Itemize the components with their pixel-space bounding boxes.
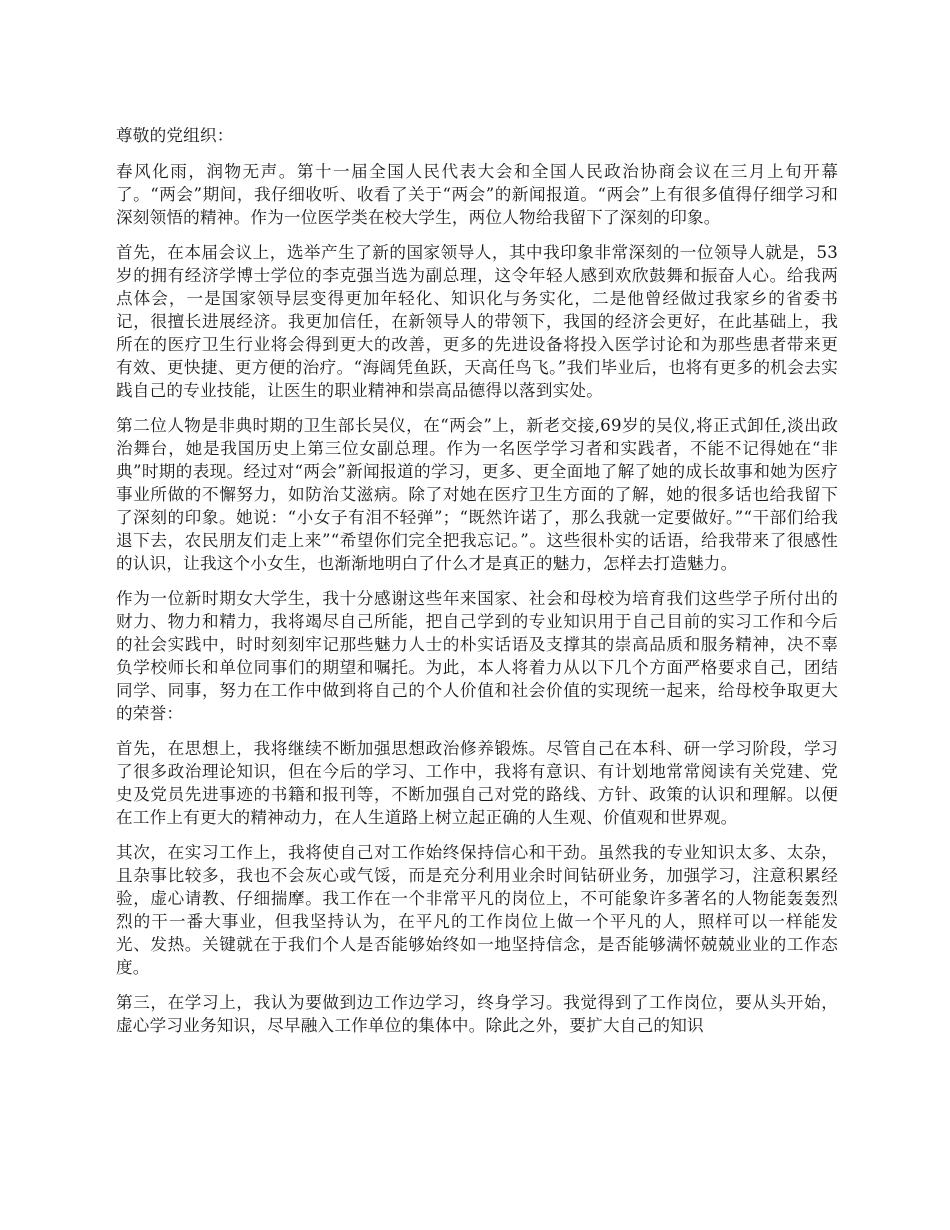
paragraph-work: 其次，在实习工作上，我将使自己对工作始终保持信心和干劲。虽然我的专业知识太多、太杂，且杂事比较多，我也不会灰心或气馁，而是充分利用业余时间钻研业务，加强学习，注意积累经验，虚心请教、仔细揣摩。我工作在一个非常平凡的岗位上，不可能象许多著名的人物能轰轰烈烈的干一番大事业，但我坚持认为，在平凡的工作岗位上做一个平凡的人，照样可以一样能发光、发热。关键就在于我们个人是否能够始终如一地坚持信念，是否能够满怀兢兢业业的工作态度。: [116, 843, 838, 977]
paragraph-gratitude: 作为一位新时期女大学生，我十分感谢这些年来国家、社会和母校为培育我们这些学子所付出的财力、物力和精力，我将竭尽自己所能，把自己学到的专业知识用于自己目前的实习工作和今后的社会实践中，时时刻刻牢记那些魅力人士的朴实话语及支撑其的崇高品质和服务精神，决不辜负学校师长和单位同事们的期望和嘱托。为此，本人将着力从以下几个方面严格要求自己，团结同学、同事，努力在工作中做到将自己的个人价值和社会价值的实现统一起来，给母校争取更大的荣誉：: [116, 589, 838, 723]
paragraph-opening: 春风化雨，润物无声。第十一届全国人民代表大会和全国人民政治协商会议在三月上旬开幕了。“两会”期间，我仔细收听、收看了关于“两会”的新闻报道。“两会”上有很多值得仔细学习和深刻领悟的精神。作为一位医学类在校大学生，两位人物给我留下了深刻的印象。: [116, 162, 838, 227]
paragraph-study: 第三，在学习上，我认为要做到边工作边学习，终身学习。我觉得到了工作岗位，要从头开始，虚心学习业务知识，尽早融入工作单位的集体中。除此之外，要扩大自己的知识: [116, 993, 838, 1035]
paragraph-second-figure: 第二位人物是非典时期的卫生部长吴仪，在“两会”上，新老交接,69岁的吴仪,将正式卸任,淡出政治舞台，她是我国历史上第三位女副总理。作为一名医学学习者和实践者，不能不记得她在“非典”时期的表现。经过对“两会”新闻报道的学习，更多、更全面地了解了她的成长故事和她为医疗事业所做的不懈努力，如防治艾滋病。除了对她在医疗卫生方面的了解，她的很多话也给我留下了深刻的印象。她说：“小女子有泪不轻弹”；“既然许诺了，那么我就一定要做好。”“干部们给我退下去，农民朋友们走上来”“希望你们完全把我忘记。”。这些很朴实的话语，给我带来了很感性的认识，让我这个小女生，也渐渐地明白了什么才是真正的魅力，怎样去打造魅力。: [116, 416, 838, 573]
letter-body: [116, 124, 838, 1049]
salutation: 尊敬的党组织：: [116, 126, 234, 145]
paragraph-ideology: 首先，在思想上，我将继续不断加强思想政治修养锻炼。尽管自己在本科、研一学习阶段，学习了很多政治理论知识，但在今后的学习、工作中，我将有意识、有计划地常常阅读有关党建、党史及党员先进事迹的书籍和报刊等，不断加强自己对党的路线、方针、政策的认识和理解。以便在工作上有更大的精神动力，在人生道路上树立起正确的人生观、价值观和世界观。: [116, 739, 838, 827]
paragraph-first-figure: 首先，在本届会议上，选举产生了新的国家领导人，其中我印象非常深刻的一位领导人就是，53岁的拥有经济学博士学位的李克强当选为副总理，这令年轻人感到欢欣鼓舞和振奋人心。给我两点体会，一是国家领导层变得更加年轻化、知识化与务实化，二是他曾经做过我家乡的省委书记，很擅长进展经济。我更加信任，在新领导人的带领下，我国的经济会更好，在此基础上，我所在的医疗卫生行业将会得到更大的改善，更多的先进设备将投入医学讨论和为那些患者带来更有效、更快捷、更方便的治疗。“海阔凭鱼跃，天高任鸟飞。”我们毕业后，也将有更多的机会去实践自己的专业技能，让医生的职业精神和崇高品德得以落到实处。: [116, 243, 838, 400]
